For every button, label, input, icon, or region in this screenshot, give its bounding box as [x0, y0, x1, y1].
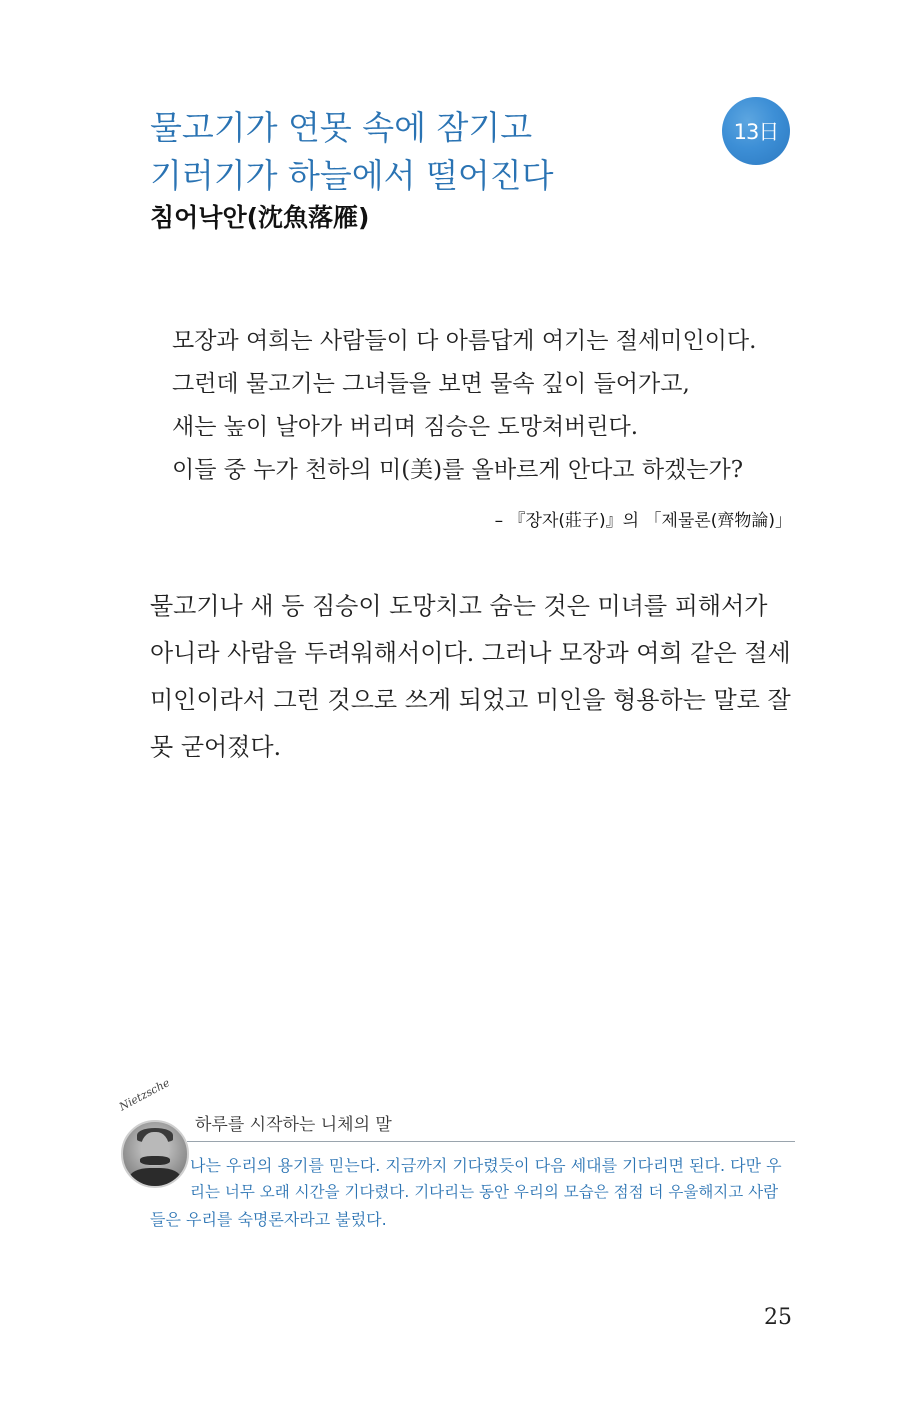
body-line: 물고기나 새 등 짐승이 도망치고 숨는 것은 미녀를 피해서가 — [150, 592, 768, 620]
nietzsche-quote-box — [115, 1076, 795, 1240]
quote-line: 그런데 물고기는 그녀들을 보면 물속 깊이 들어가고, — [172, 371, 690, 397]
nietzsche-line: 리는 너무 오래 시간을 기다렸다. 기다리는 동안 우리의 모습은 점점 더 우울해지고 사람 — [190, 1183, 779, 1201]
nietzsche-text — [150, 1152, 795, 1233]
chapter-title-line-2: 기러기가 하늘에서 떨어진다 — [150, 156, 554, 195]
nietzsche-label: 하루를 시작하는 니체의 말 — [195, 1115, 392, 1135]
chapter-title — [150, 104, 710, 200]
quote-line: 모장과 여희는 사람들이 다 아름답게 여기는 절세미인이다. — [172, 328, 757, 354]
quote-line: 새는 높이 날아가 버리며 짐승은 도망쳐버린다. — [172, 414, 639, 440]
divider — [187, 1141, 795, 1142]
body-line: 못 굳어졌다. — [150, 733, 282, 761]
page-number: 25 — [764, 1305, 792, 1330]
nietzsche-signature: Nietzsche — [117, 1076, 172, 1114]
body-line: 미인이라서 그런 것으로 쓰게 되었고 미인을 형용하는 말로 잘 — [150, 686, 791, 714]
quote-line: 이들 중 누가 천하의 미(美)를 올바르게 안다고 하겠는가? — [172, 457, 744, 483]
chapter-title-line-1: 물고기가 연못 속에 잠기고 — [150, 108, 533, 147]
day-badge: 13日 — [722, 97, 790, 165]
body-line: 아니라 사람을 두려워해서이다. 그러나 모장과 여희 같은 절세 — [150, 639, 791, 667]
nietzsche-line: 나는 우리의 용기를 믿는다. 지금까지 기다렸듯이 다음 세대를 기다리면 된다. 다만 우 — [190, 1156, 782, 1175]
quote-source: – 『장자(莊子)』의 「제물론(齊物論)」 — [494, 511, 792, 531]
quote-block — [172, 320, 812, 492]
nietzsche-line: 들은 우리를 숙명론자라고 불렀다. — [150, 1210, 387, 1229]
idiom-subtitle: 침어낙안(沈魚落雁) — [150, 203, 370, 232]
body-paragraph — [150, 583, 793, 771]
